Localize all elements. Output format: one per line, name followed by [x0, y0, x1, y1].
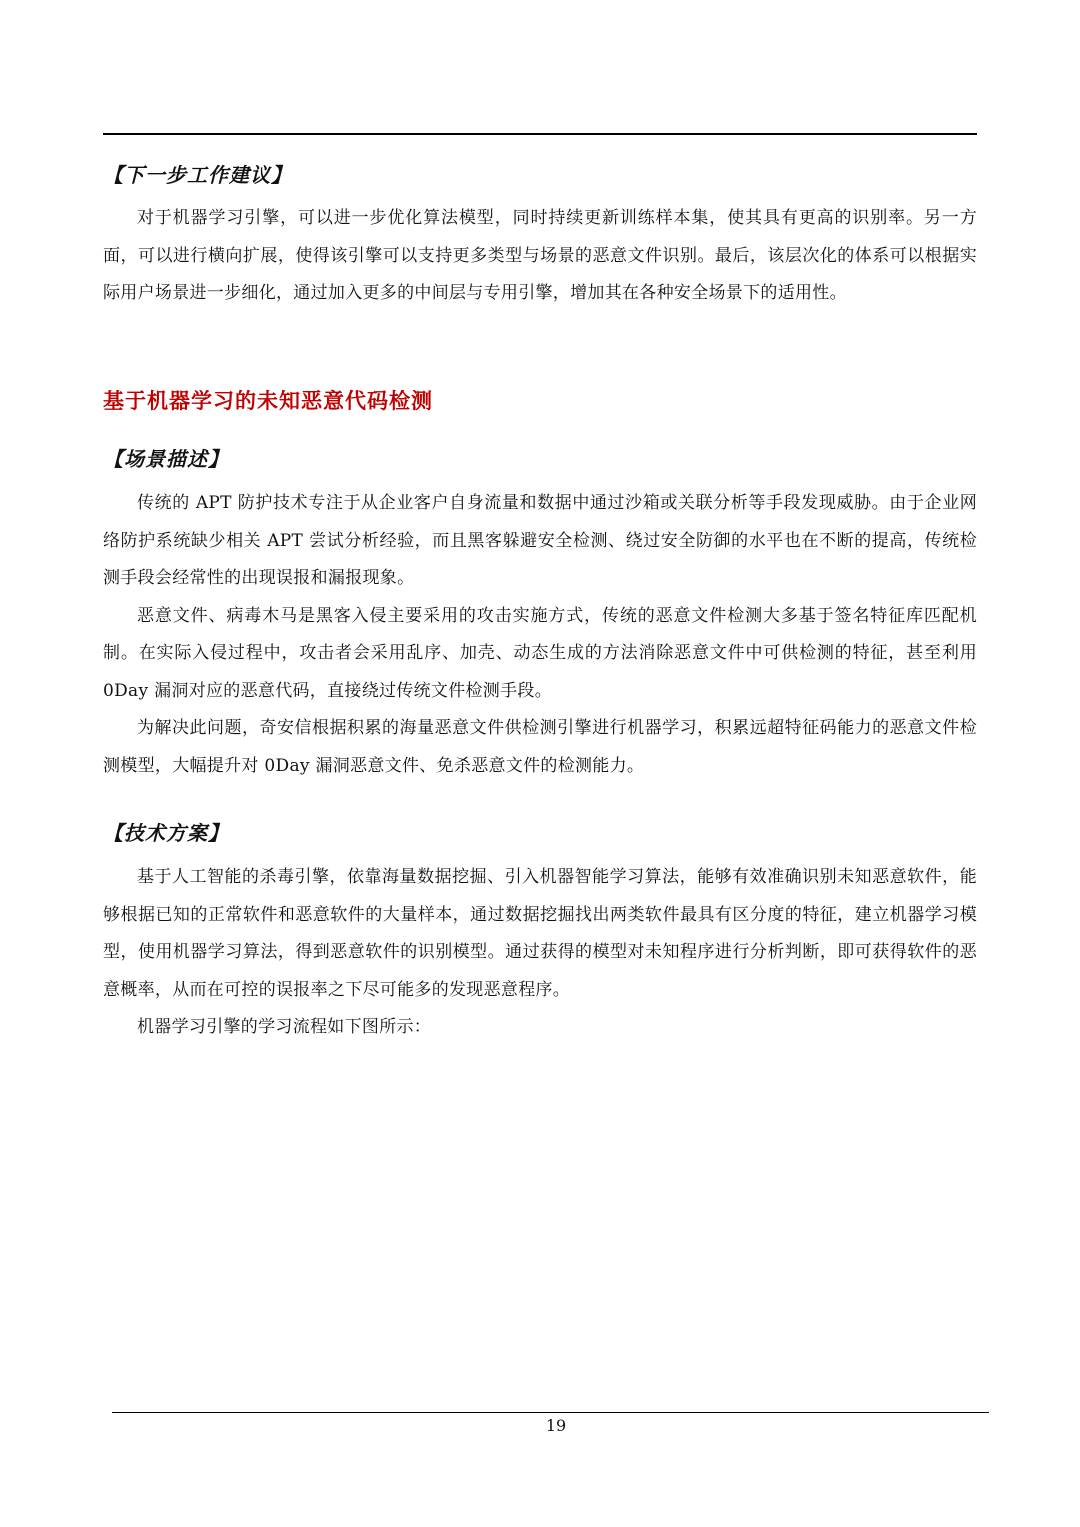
next-steps-heading: 【下一步工作建议】 — [103, 163, 292, 187]
tech-heading: 【技术方案】 — [103, 821, 229, 845]
scenario-heading: 【场景描述】 — [103, 447, 229, 471]
paragraph: 基于人工智能的杀毒引擎，依靠海量数据挖掘、引入机器智能学习算法，能够有效准确识别未知恶意软件，能够根据已知的正常软件和恶意软件的大量样本，通过数据挖掘找出两类软件最具有区分度的特征，建立机器学习模型，使用机器学习算法，得到恶意软件的识别模型。通过获得的模型对未知程序进行分析判断，即可获得软件的恶意概率，从而在可控的误报率之下尽可能多的发现恶意程序。 — [103, 867, 977, 1000]
scenario-body — [103, 485, 977, 785]
page-number: 19 — [545, 1416, 567, 1435]
next-steps-body — [103, 200, 977, 313]
tech-body — [103, 859, 977, 1047]
section-title: 基于机器学习的未知恶意代码检测 — [103, 389, 433, 413]
paragraph: 机器学习引擎的学习流程如下图所示： — [137, 1017, 432, 1037]
header-rule — [103, 133, 977, 135]
paragraph: 传统的 APT 防护技术专注于从企业客户自身流量和数据中通过沙箱或关联分析等手段发现威胁。由于企业网络防护系统缺少相关 APT 尝试分析经验，而且黑客躲避安全检测、绕过安全防御的水平也在不断的提高，传统检测手段会经常性的出现误报和漏报现象。 — [103, 493, 977, 588]
footer-rule — [112, 1412, 989, 1413]
paragraph: 对于机器学习引擎，可以进一步优化算法模型，同时持续更新训练样本集，使其具有更高的识别率。另一方面，可以进行横向扩展，使得该引擎可以支持更多类型与场景的恶意文件识别。最后，该层次化的体系可以根据实际用户场景进一步细化，通过加入更多的中间层与专用引擎，增加其在各种安全场景下的适用性。 — [103, 208, 977, 303]
paragraph: 为解决此问题，奇安信根据积累的海量恶意文件供检测引擎进行机器学习，积累远超特征码能力的恶意文件检测模型，大幅提升对 0Day 漏洞恶意文件、免杀恶意文件的检测能力。 — [103, 718, 977, 776]
paragraph: 恶意文件、病毒木马是黑客入侵主要采用的攻击实施方式，传统的恶意文件检测大多基于签名特征库匹配机制。在实际入侵过程中，攻击者会采用乱序、加壳、动态生成的方法消除恶意文件中可供检测的特征，甚至利用 0Day 漏洞对应的恶意代码，直接绕过传统文件检测手段。 — [103, 605, 977, 701]
